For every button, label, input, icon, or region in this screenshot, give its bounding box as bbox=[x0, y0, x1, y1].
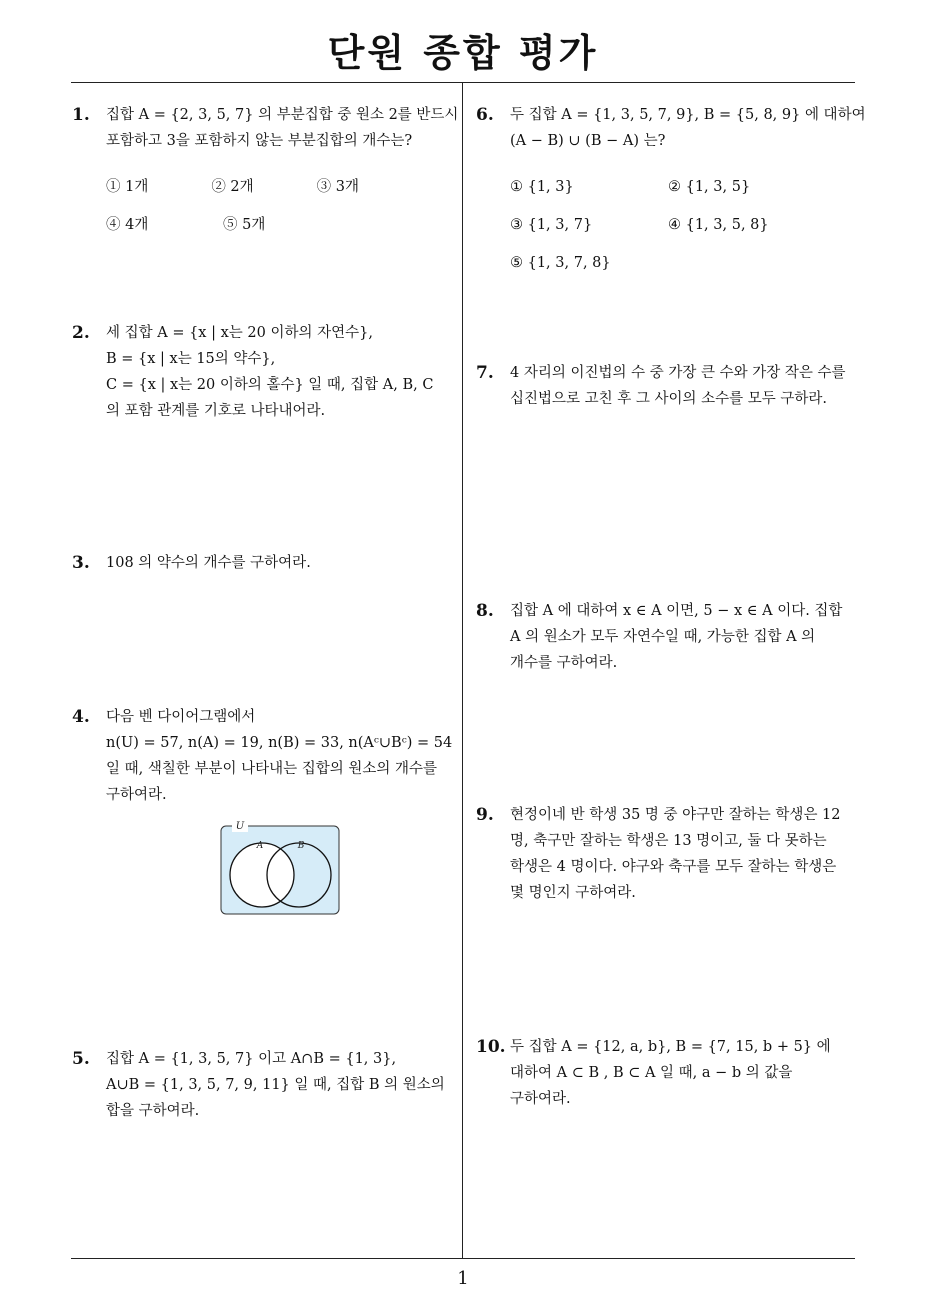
question-line: 대하여 A ⊂ B , B ⊂ A 일 때, a − b 의 값을 bbox=[510, 1065, 793, 1081]
question-10 bbox=[476, 1034, 831, 1112]
choice-5[interactable]: ⑤ 5개 bbox=[223, 217, 266, 233]
question-number: 3. bbox=[72, 553, 90, 573]
question-6 bbox=[476, 102, 866, 282]
question-number: 8. bbox=[476, 601, 494, 621]
question-line: 몇 명인지 구하여라. bbox=[510, 885, 636, 901]
question-text bbox=[510, 102, 866, 154]
question-line: 구하여라. bbox=[510, 1091, 571, 1107]
question-line: (A − B) ∪ (B − A) 는? bbox=[510, 133, 666, 149]
universal-set-label: U bbox=[235, 821, 245, 832]
question-number: 6. bbox=[476, 105, 494, 125]
choice-3[interactable]: ③ {1, 3, 7} bbox=[510, 217, 593, 233]
question-line: 집합 A = {2, 3, 5, 7} 의 부분집합 중 원소 2를 반드시 bbox=[106, 107, 459, 123]
set-a-circle bbox=[230, 843, 294, 907]
question-line: 의 포함 관계를 기호로 나타내어라. bbox=[106, 403, 326, 419]
question-line: 십진법으로 고친 후 그 사이의 소수를 모두 구하라. bbox=[510, 391, 828, 407]
question-line: 두 집합 A = {12, a, b}, B = {7, 15, b + 5} 에 bbox=[510, 1039, 831, 1055]
question-number: 1. bbox=[72, 105, 90, 125]
question-8 bbox=[476, 598, 843, 676]
choice-4[interactable]: ④ 4개 bbox=[106, 217, 149, 233]
question-text bbox=[106, 102, 458, 154]
question-3 bbox=[72, 550, 422, 576]
choice-1[interactable]: ① {1, 3} bbox=[510, 179, 574, 195]
question-number: 9. bbox=[476, 805, 494, 825]
question-4 bbox=[72, 704, 453, 808]
question-text bbox=[106, 550, 458, 576]
choice-2[interactable]: ② 2개 bbox=[211, 179, 254, 195]
question-5 bbox=[72, 1046, 445, 1124]
question-2 bbox=[72, 320, 434, 424]
question-text bbox=[510, 802, 862, 906]
question-line: 일 때, 색칠한 부분이 나타내는 집합의 원소의 개수를 bbox=[106, 761, 438, 777]
question-text bbox=[106, 1046, 458, 1124]
set-b-label: B bbox=[297, 841, 305, 851]
question-line: 현정이네 반 학생 35 명 중 야구만 잘하는 학생은 12 bbox=[510, 807, 841, 823]
question-line: 집합 A = {1, 3, 5, 7} 이고 A∩B = {1, 3}, bbox=[106, 1051, 397, 1067]
question-text bbox=[106, 704, 458, 808]
question-number: 5. bbox=[72, 1049, 90, 1069]
question-line: 세 집합 A = {x | x는 20 이하의 자연수}, bbox=[106, 325, 373, 341]
question-line: 학생은 4 명이다. 야구와 축구를 모두 잘하는 학생은 bbox=[510, 859, 837, 875]
question-number: 10. bbox=[476, 1037, 506, 1057]
answer-choices bbox=[510, 168, 826, 282]
choice-3[interactable]: ③ 3개 bbox=[316, 179, 359, 195]
question-line: 108 의 약수의 개수를 구하여라. bbox=[106, 555, 311, 571]
question-line: 다음 벤 다이어그램에서 bbox=[106, 709, 256, 725]
question-line: 4 자리의 이진법의 수 중 가장 큰 수와 가장 작은 수를 bbox=[510, 365, 846, 381]
question-line: 포함하고 3을 포함하지 않는 부분집합의 개수는? bbox=[106, 133, 413, 149]
question-text bbox=[510, 1034, 862, 1112]
question-number: 4. bbox=[72, 707, 90, 727]
choice-1[interactable]: ① 1개 bbox=[106, 179, 149, 195]
bottom-divider bbox=[71, 1258, 855, 1259]
venn-diagram bbox=[220, 818, 342, 916]
question-line: 명, 축구만 잘하는 학생은 13 명이고, 둘 다 못하는 bbox=[510, 833, 827, 849]
set-a-label: A bbox=[256, 841, 264, 851]
question-number: 7. bbox=[476, 363, 494, 383]
answer-choices bbox=[106, 168, 422, 244]
question-text bbox=[510, 360, 862, 412]
question-line: 합을 구하여라. bbox=[106, 1103, 200, 1119]
question-line: A 의 원소가 모두 자연수일 때, 가능한 집합 A 의 bbox=[510, 629, 816, 645]
question-number: 2. bbox=[72, 323, 90, 343]
question-line: A∪B = {1, 3, 5, 7, 9, 11} 일 때, 집합 B 의 원소의 bbox=[106, 1077, 445, 1093]
question-1 bbox=[72, 102, 459, 244]
question-7 bbox=[476, 360, 846, 412]
choice-4[interactable]: ④ {1, 3, 5, 8} bbox=[668, 217, 769, 233]
question-line: B = {x | x는 15의 약수}, bbox=[106, 351, 276, 367]
question-9 bbox=[476, 802, 841, 906]
top-divider bbox=[71, 82, 855, 83]
question-line: C = {x | x는 20 이하의 홀수} 일 때, 집합 A, B, C bbox=[106, 377, 434, 393]
question-line: 개수를 구하여라. bbox=[510, 655, 618, 671]
question-line: 구하여라. bbox=[106, 787, 167, 803]
column-divider bbox=[462, 83, 463, 1258]
choice-2[interactable]: ② {1, 3, 5} bbox=[668, 179, 751, 195]
question-line: 집합 A 에 대하여 x ∈ A 이면, 5 − x ∈ A 이다. 집합 bbox=[510, 603, 843, 619]
question-text bbox=[106, 320, 458, 424]
choice-5[interactable]: ⑤ {1, 3, 7, 8} bbox=[510, 255, 611, 271]
question-line: 두 집합 A = {1, 3, 5, 7, 9}, B = {5, 8, 9} 에 대하여 bbox=[510, 107, 866, 123]
question-line: n(U) = 57, n(A) = 19, n(B) = 33, n(Aᶜ∪Bᶜ) = 54 bbox=[106, 735, 453, 751]
page-title: 단원 종합 평가 bbox=[327, 31, 599, 75]
question-text bbox=[510, 598, 862, 676]
page-number: 1 bbox=[457, 1268, 469, 1289]
